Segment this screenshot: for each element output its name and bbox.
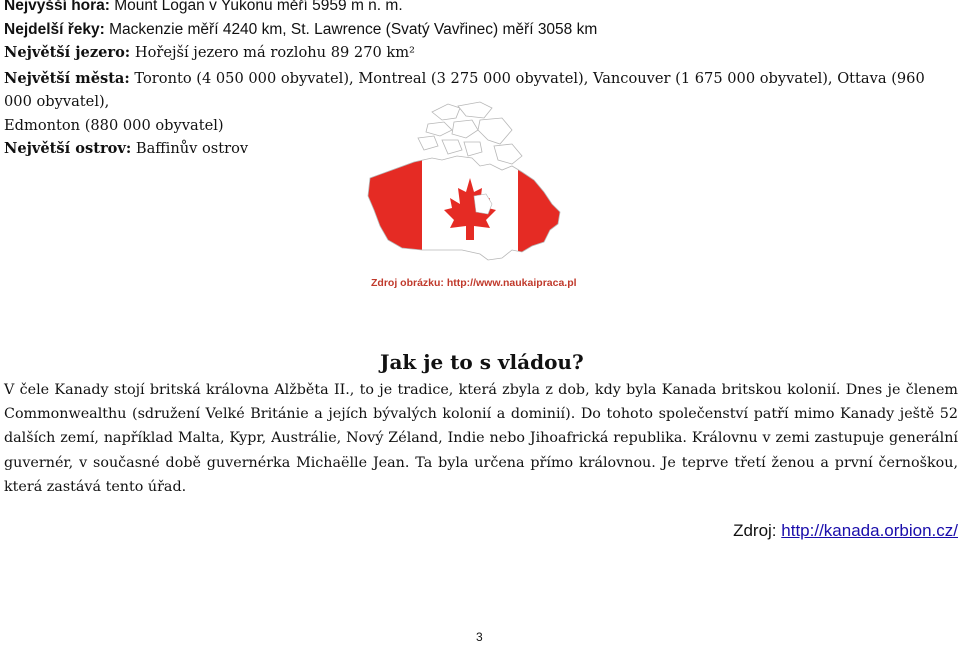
fact-value: Hořejší jezero má rozlohu 89 270 km² [130,44,415,61]
source-line [733,521,958,541]
fact-label: Největší ostrov: [4,140,132,157]
fact-largest-cities-cont: 000 obyvatel), [4,93,110,110]
canada-flag-map-image [362,100,572,275]
fact-value: Mount Logan v Yukonu měří 5959 m n. m. [109,0,403,14]
section-heading: Jak je to s vládou? [380,350,584,374]
source-label: Zdroj: [733,521,782,540]
fact-value: Toronto (4 050 000 obyvatel), Montreal (3 275 000 obyvatel), Vancouver (1 675 000 obyvatel), Ottava (960 [129,70,925,87]
fact-largest-lake [4,43,415,63]
page-number: 3 [476,630,483,644]
source-link[interactable]: http://kanada.orbion.cz/ [781,521,958,540]
fact-largest-cities-cont2: Edmonton (880 000 obyvatel) [4,117,224,134]
fact-label: Nejvyšší hora: [4,0,110,14]
fact-value: Baffinův ostrov [131,140,249,157]
arctic-islands [418,102,522,164]
fact-longest-rivers [4,20,597,40]
fact-largest-cities [4,69,925,89]
image-source-caption: Zdroj obrázku: http://www.naukaipraca.pl [371,277,577,289]
fact-value: Mackenzie měří 4240 km, St. Lawrence (Svatý Vavřinec) měří 3058 km [104,21,598,38]
fact-highest-mountain [4,0,403,16]
government-paragraph: V čele Kanady stojí britská královna Alžběta II., to je tradice, která zbyla z dob, kdy byla Kanada britskou kolonií. Dnes je členem Commonwealthu (sdružení Velké Británie a jejích bývalých kolonií a dominií). Do tohoto společenství patří mimo Kanady ještě 52 dalších zemí, například Malta, Kypr, Austrálie, Nový Zéland, Indie nebo Jihoafrická republika. Královnu v zemi zastupuje generální guvernér, v současné době guvernérka Michaëlle Jean. Ta byla určena přímo královnou. Je teprve třetí ženou a první černoškou, která zastává tento úřad. [4,382,958,495]
fact-label: Největší města: [4,70,130,87]
fact-label: Největší jezero: [4,44,131,61]
fact-largest-island [4,139,248,159]
fact-label: Nejdelší řeky: [4,21,105,38]
